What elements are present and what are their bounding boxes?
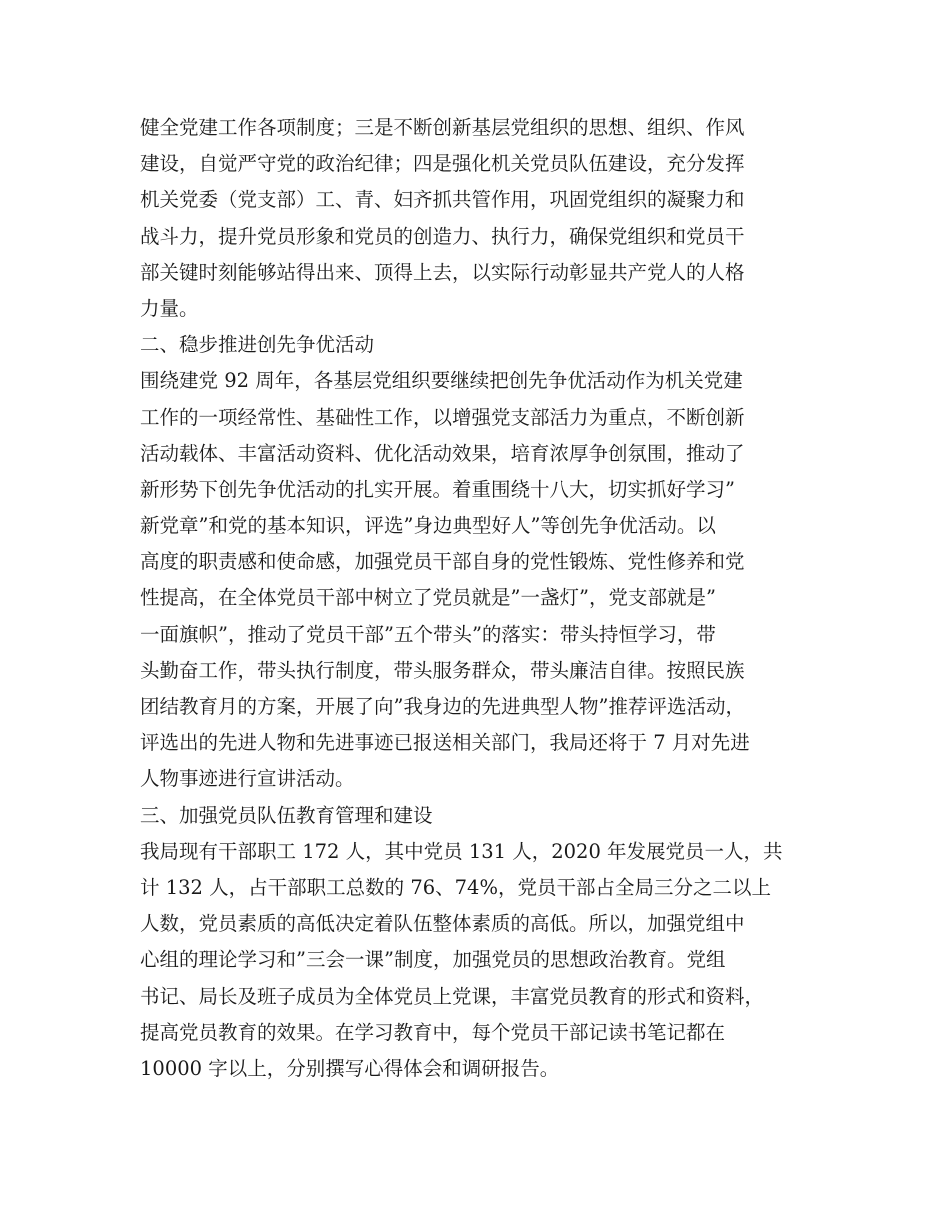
text-line: 活动载体、丰富活动资料、优化活动效果，培育浓厚争创氛围，推动了	[140, 441, 745, 465]
text-line: 团结教育月的方案，开展了向”我身边的先进典型人物”推荐评选活动，	[140, 695, 745, 718]
text-line: 机关党委（党支部）工、青、妇齐抓共管作用，巩固党组织的凝聚力和	[140, 188, 745, 212]
text-line: 部关键时刻能够站得出来、顶得上去，以实际行动彰显共产党人的人格	[140, 260, 745, 284]
text-line: 头勤奋工作，带头执行制度，带头服务群众，带头廉洁自律。按照民族	[140, 658, 745, 682]
text-line: 力量。	[140, 296, 199, 320]
text-line: 围绕建党 92 周年，各基层党组织要继续把创先争优活动作为机关党建	[140, 369, 743, 393]
text-line: 建设，自觉严守党的政治纪律；四是强化机关党员队伍建设，充分发挥	[140, 152, 745, 176]
text-line: 性提高，在全体党员干部中树立了党员就是”一盏灯”，党支部就是”	[140, 586, 716, 610]
text-line: 评选出的先进人物和先进事迹已报送相关部门，我局还将于 7 月对先进	[140, 731, 750, 755]
text-line: 工作的一项经常性、基础性工作，以增强党支部活力为重点，不断创新	[140, 405, 745, 429]
text-line: 人物事迹进行宣讲活动。	[140, 767, 355, 791]
text-line: 新党章”和党的基本知识，评选”身边典型好人”等创先争优活动。以	[140, 514, 716, 538]
text-line: 10000 字以上，分别撰写心得体会和调研报告。	[140, 1056, 560, 1080]
text-line: 人数，党员素质的高低决定着队伍整体素质的高低。所以，加强党组中	[140, 912, 745, 936]
section-heading: 三、加强党员队伍教育管理和建设	[140, 803, 433, 827]
text-line: 计 132 人，占干部职工总数的 76、74%，党员干部占全局三分之二以上	[140, 875, 771, 899]
text-line: 新形势下创先争优活动的扎实开展。着重围绕十八大，切实抓好学习”	[140, 477, 735, 501]
text-line: 我局现有干部职工 172 人，其中党员 131 人，2020 年发展党员一人，共	[140, 839, 783, 863]
text-line: 战斗力，提升党员形象和党员的创造力、执行力，确保党组织和党员干	[140, 224, 745, 248]
text-line: 一面旗帜”，推动了党员干部”五个带头”的落实：带头持恒学习，带	[140, 622, 716, 646]
body-text	[140, 110, 830, 1087]
text-line: 心组的理论学习和”三会一课”制度，加强党员的思想政治教育。党组	[140, 948, 726, 972]
text-line: 健全党建工作各项制度；三是不断创新基层党组织的思想、组织、作风	[140, 116, 745, 139]
text-line: 提高党员教育的效果。在学习教育中，每个党员干部记读书笔记都在	[140, 1020, 726, 1044]
text-line: 书记、局长及班子成员为全体党员上党课，丰富党员教育的形式和资料，	[140, 984, 765, 1008]
text-line: 高度的职责感和使命感，加强党员干部自身的党性锻炼、党性修养和党	[140, 550, 745, 574]
section-heading: 二、稳步推进创先争优活动	[140, 333, 375, 357]
